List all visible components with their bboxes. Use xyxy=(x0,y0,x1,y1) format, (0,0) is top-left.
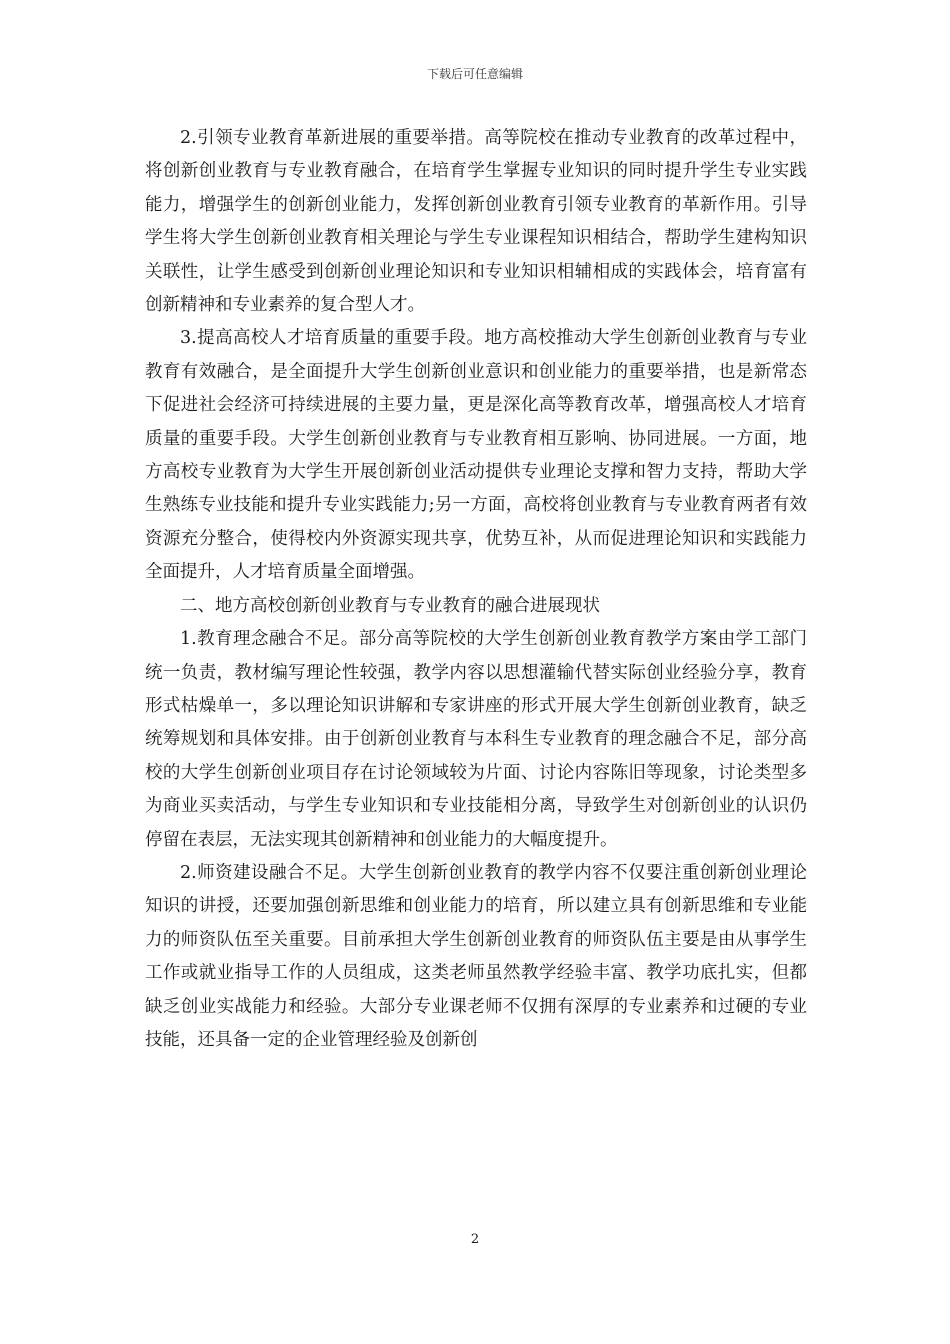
paragraph-2-guiding-reform: 2.引领专业教育革新进展的重要举措。高等院校在推动专业教育的改革过程中，将创新创业教育与专业教育融合，在培育学生掌握专业知识的同时提升学生专业实践能力，增强学生的创新创业能力，发挥创新创业教育引领专业教育的革新作用。引导学生将大学生创新创业教育相关理论与学生专业课程知识相结合，帮助学生建构知识关联性，让学生感受到创新创业理论知识和专业知识相辅相成的实践体会，培育富有创新精神和专业素养的复合型人才。 xyxy=(145,128,807,316)
document-body xyxy=(145,122,807,1057)
page-header: 下载后可任意编辑 xyxy=(426,67,523,81)
paragraph-1-education-concept: 1.教育理念融合不足。部分高等院校的大学生创新创业教育教学方案由学工部门统一负责，教材编写理论性较强，教学内容以思想灌输代替实际创业经验分享，教育形式枯燥单一，多以理论知识讲解和专家讲座的形式开展大学生创新创业教育，缺乏统筹规划和具体安排。由于创新创业教育与本科生专业教育的理念融合不足，部分高校的大学生创新创业项目存在讨论领域较为片面、讨论内容陈旧等现象，讨论类型多为商业买卖活动，与学生专业知识和专业技能相分离，导致学生对创新创业的认识仍停留在表层，无法实现其创新精神和创业能力的大幅度提升。 xyxy=(145,629,807,850)
paragraph-3-talent-quality: 3.提高高校人才培育质量的重要手段。地方高校推动大学生创新创业教育与专业教育有效融合，是全面提升大学生创新创业意识和创业能力的重要举措，也是新常态下促进社会经济可持续进展的主要力量，更是深化高等教育改革，增强高校人才培育质量的重要手段。大学生创新创业教育与专业教育相互影响、协同进展。一方面，地方高校专业教育为大学生开展创新创业活动提供专业理论支撑和智力支持，帮助大学生熟练专业技能和提升专业实践能力;另一方面，高校将创业教育与专业教育两者有效资源充分整合，使得校内外资源实现共享，优势互补，从而促进理论知识和实践能力全面提升，人才培育质量全面增强。 xyxy=(145,328,807,583)
paragraph-2-faculty-building: 2.师资建设融合不足。大学生创新创业教育的教学内容不仅要注重创新创业理论知识的讲授，还要加强创新思维和创业能力的培育，所以建立具有创新思维和专业能力的师资队伍至关重要。目前承担大学生创新创业教育的师资队伍主要是由从事学生工作或就业指导工作的人员组成，这类老师虽然教学经验丰富、教学功底扎实，但都缺乏创业实战能力和经验。大部分专业课老师不仅拥有深厚的专业素养和过硬的专业技能，还具备一定的企业管理经验及创新创 xyxy=(145,862,807,1050)
page-number: 2 xyxy=(470,1232,480,1247)
section-heading-status: 二、地方高校创新创业教育与专业教育的融合进展现状 xyxy=(180,595,600,616)
